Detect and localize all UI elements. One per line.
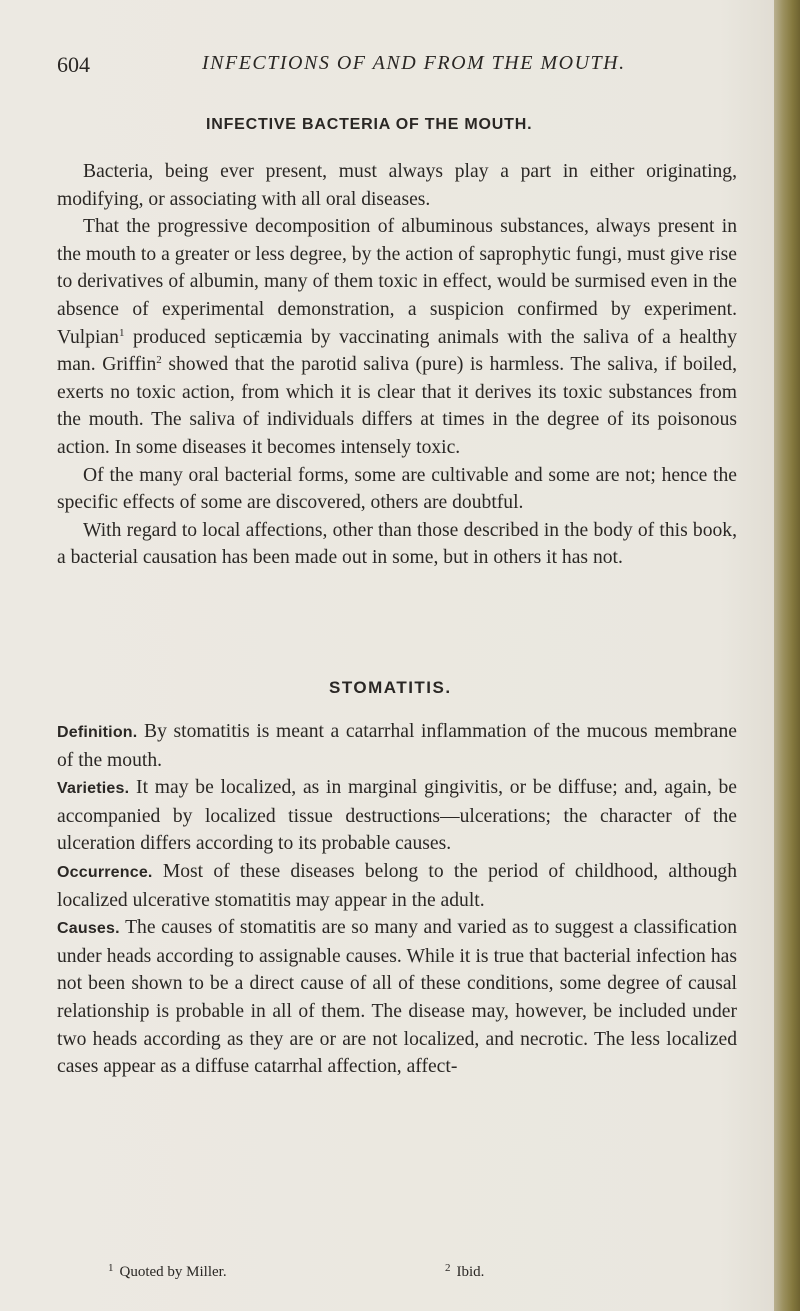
- text-span: showed that the parotid saliva (pure) is harmless. The saliva, if boiled, exerts no toxic action, from which it is clear that it derives its toxic substances from the mouth. The saliva of individuals differs at times in the degree of its poisonous action. In some diseases it becomes intensely toxic.: [57, 354, 737, 458]
- footnote-text: Quoted by Miller.: [119, 1264, 227, 1280]
- run-in-heading: Occurrence.: [57, 863, 153, 881]
- text-span: By stomatitis is meant a catarrhal inflammation of the mucous membrane of the mouth.: [57, 721, 737, 771]
- page-header: [57, 52, 737, 88]
- text-span: The causes of stomatitis are so many and varied as to suggest a classification under heads according to assignable causes. While it is true that bacterial infection has not been shown to be a direct cause of all of these conditions, some degree of causal relationship is probable in all of them. The disease may, however, be included under two heads according as they are or are not localized, and necrotic. The less localized cases appear as a diffuse catarrhal affection, affect-: [57, 917, 737, 1078]
- intro-body: [57, 158, 737, 572]
- run-in-heading: Varieties.: [57, 780, 130, 798]
- page-number: 604: [57, 52, 90, 77]
- paragraph: [57, 213, 737, 461]
- run-in-heading: Causes.: [57, 920, 120, 938]
- text-span: Most of these diseases belong to the period of childhood, although localized ulcerative stomatitis may appear in the adult.: [57, 860, 737, 911]
- footnote: [445, 1262, 484, 1281]
- footnote-ref-2: 2: [156, 354, 162, 367]
- run-in-heading: Definition.: [57, 724, 138, 741]
- stomatitis-body: [57, 718, 737, 1081]
- text-span: produced septicæmia by vaccinating animals with the saliva of a healthy man. Griffin: [57, 326, 737, 376]
- text-span: That the progressive decomposition of albuminous substances, always present in the mouth to a greater or less degree, by the action of saprophytic fungi, must give rise to derivatives of albumin, many of them toxic in effect, would be surmised even in the absence of experimental demonstration, a suspicion confirmed by experiment. Vulpian: [57, 216, 737, 348]
- varieties-paragraph: [57, 774, 737, 858]
- footnote-mark: 1: [108, 1262, 114, 1274]
- causes-paragraph: [57, 914, 737, 1081]
- running-head: INFECTIONS OF AND FROM THE MOUTH.: [202, 52, 626, 74]
- footnote-text: Ibid.: [456, 1264, 485, 1280]
- footnote-ref-1: 1: [118, 326, 125, 339]
- page-edge: [774, 0, 800, 1311]
- text-span: It may be localized, as in marginal gingivitis, or be diffuse; and, again, be accompanied by localized tissue destructions—ulcerations; the character of the ulceration differs according to its probable causes.: [57, 777, 737, 855]
- chapter-title: INFECTIVE BACTERIA OF THE MOUTH.: [206, 116, 533, 133]
- definition-paragraph: [57, 718, 737, 774]
- footnote: [108, 1262, 227, 1281]
- section-heading: STOMATITIS.: [329, 678, 452, 697]
- paragraph: With regard to local affections, other than those described in the body of this book, a bacterial causation has been made out in some, but in others it has not.: [57, 519, 737, 569]
- paragraph: Of the many oral bacterial forms, some are cultivable and some are not; hence the specific effects of some are discovered, others are doubtful.: [57, 464, 737, 514]
- footnote-mark: 2: [445, 1262, 451, 1274]
- paragraph: Bacteria, being ever present, must always play a part in either originating, modifying, or associating with all oral diseases.: [57, 161, 737, 210]
- occurrence-paragraph: [57, 858, 737, 914]
